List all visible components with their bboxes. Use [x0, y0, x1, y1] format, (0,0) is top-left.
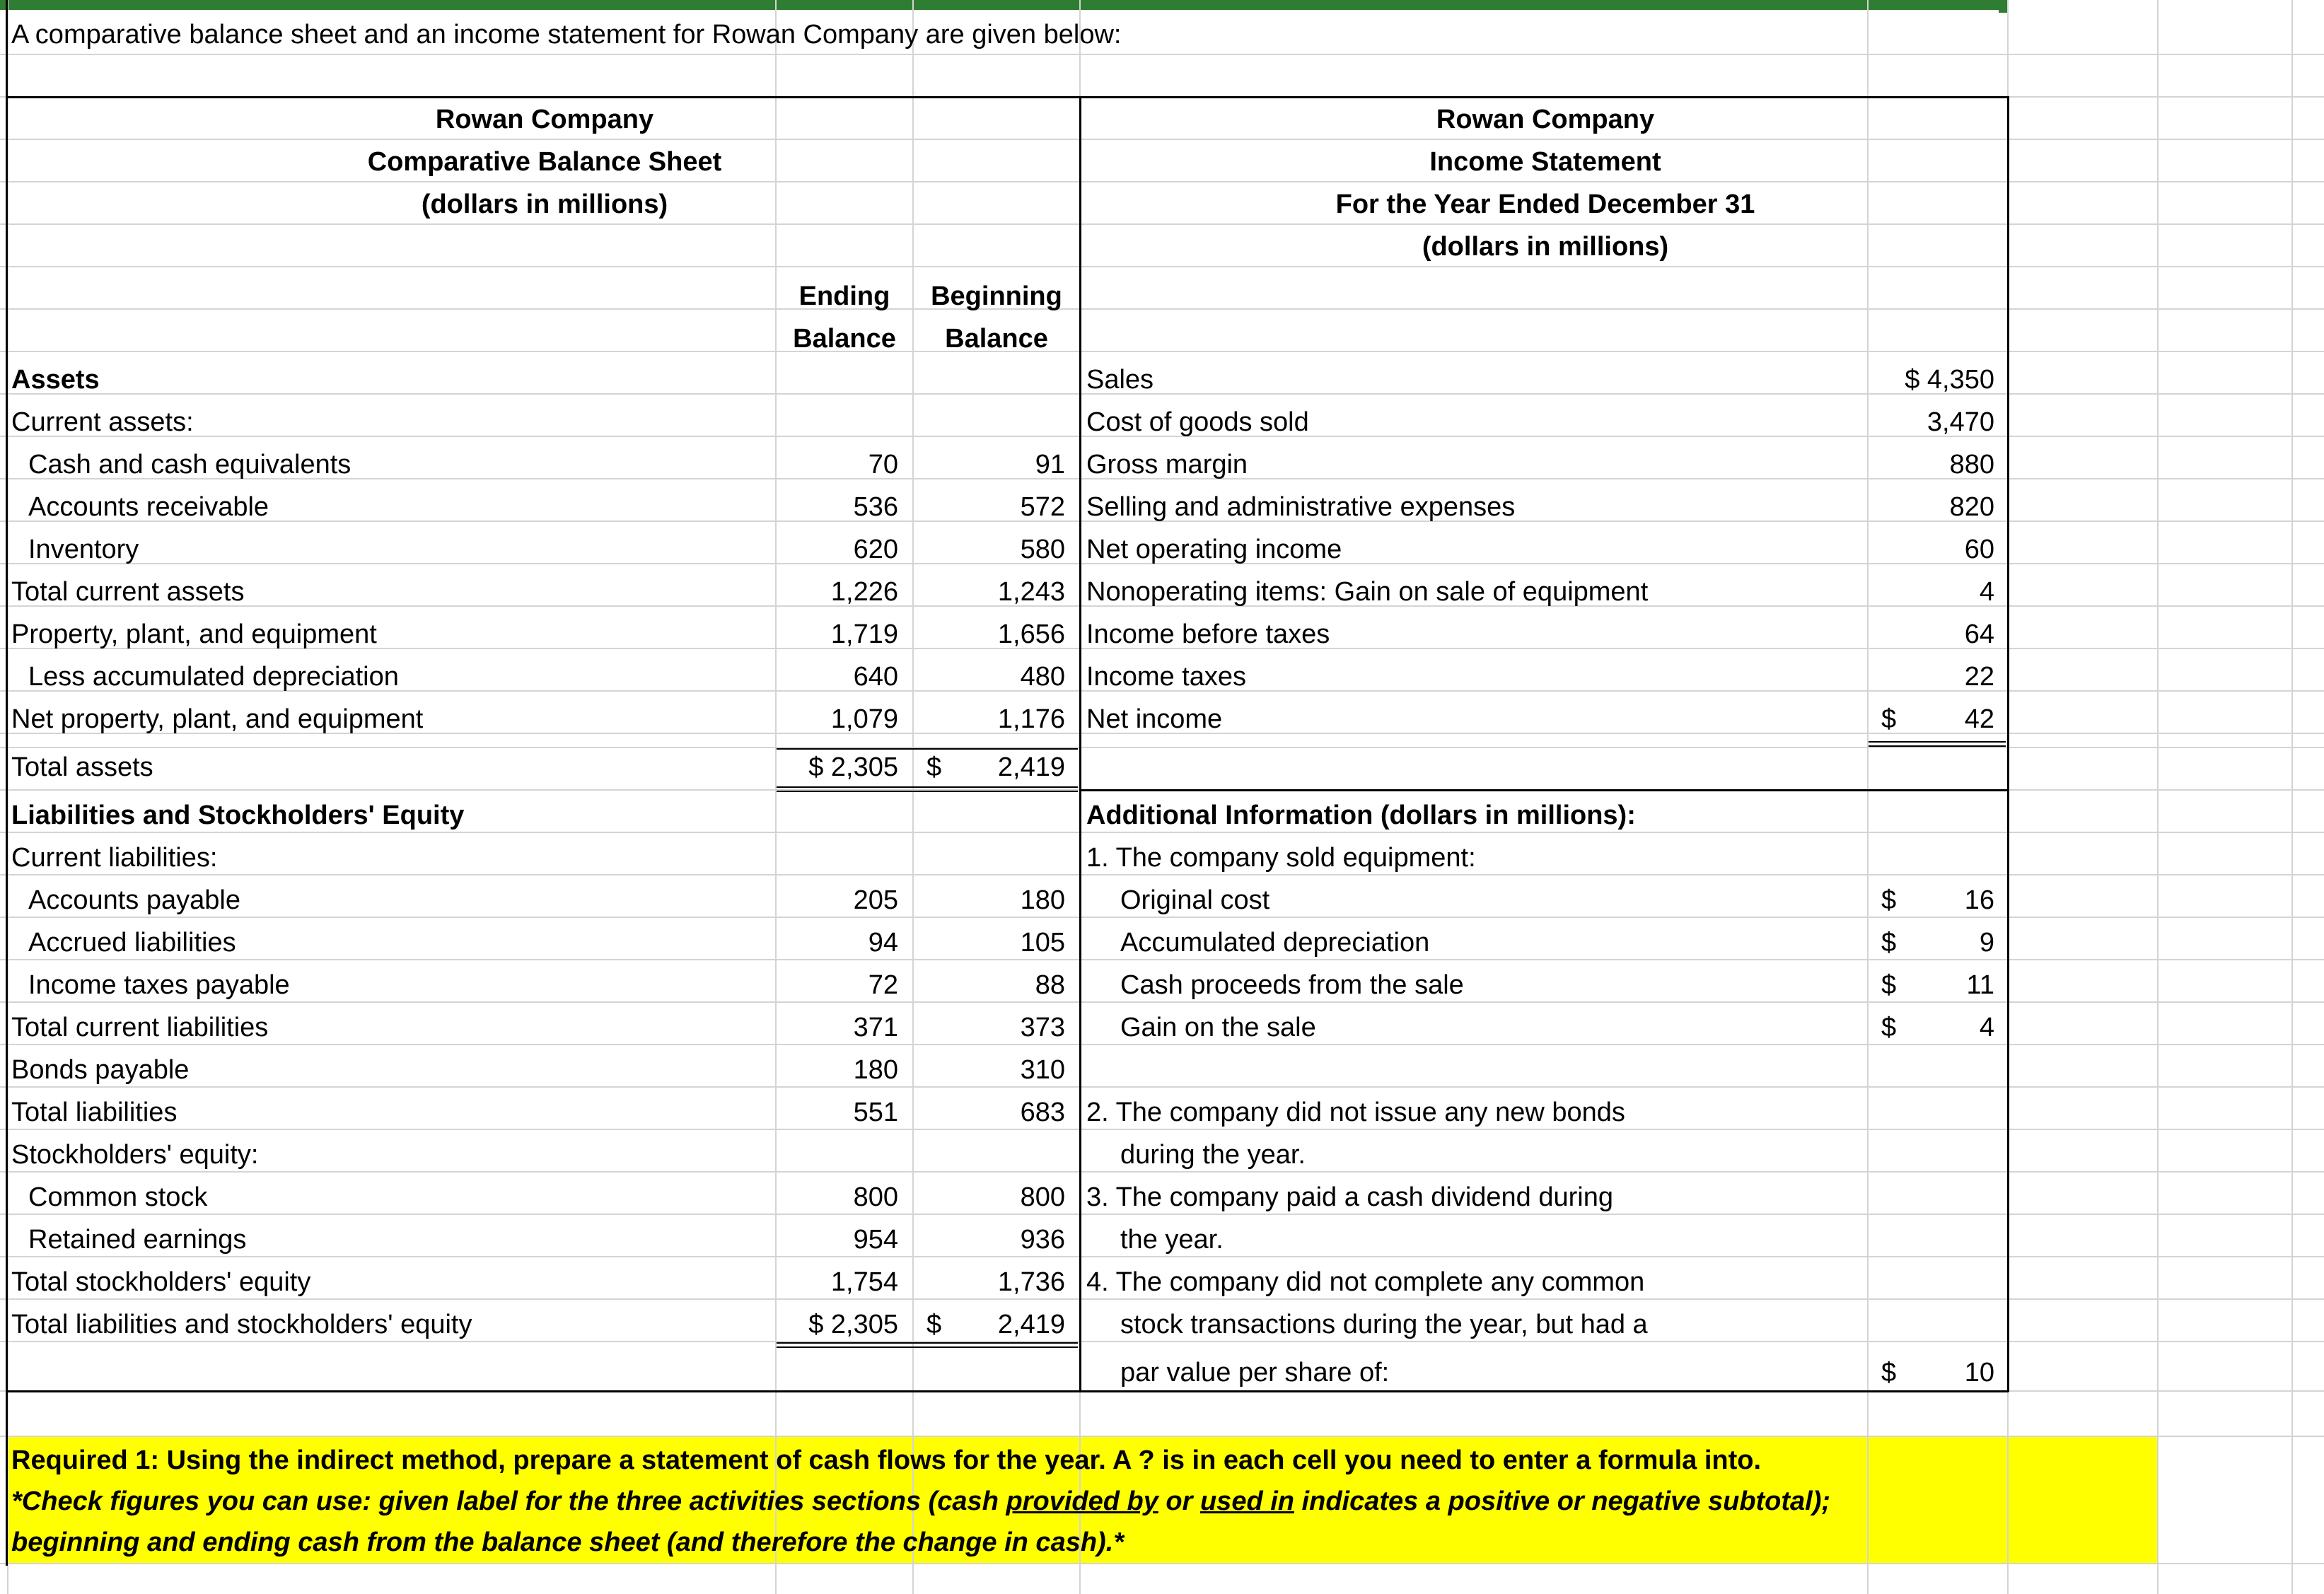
bs-beginning-value[interactable]: 1,736 [997, 1267, 1065, 1297]
bs-ending-value[interactable]: 205 [853, 885, 898, 915]
bs-ending-value[interactable] [778, 837, 898, 878]
is-row-label[interactable]: Gross margin [1086, 450, 1248, 479]
additional-heading: Additional Information (dollars in millions): [1086, 801, 1636, 830]
bs-beginning-value[interactable]: 373 [1020, 1013, 1065, 1042]
bs-beginning-value[interactable]: 310 [1020, 1055, 1065, 1085]
bs-beginning-value[interactable]: 480 [1020, 662, 1065, 692]
col-header-beginning: Beginning [931, 281, 1062, 311]
bs-beginning-value[interactable]: 2,419 [997, 1310, 1065, 1339]
bs-row-label[interactable]: Current liabilities: [11, 843, 218, 873]
col-header-beginning: Balance [945, 324, 1048, 354]
bs-ending-value[interactable]: $ 2,305 [808, 1310, 898, 1339]
gridline [0, 1086, 2324, 1088]
bs-beginning-value[interactable]: 683 [1020, 1098, 1065, 1127]
equipment-currency: $ [1881, 970, 1897, 1000]
equipment-row-label[interactable]: Gain on the sale [1120, 1013, 1316, 1042]
bs-row-label[interactable]: Cash and cash equivalents [28, 450, 351, 479]
bs-beginning-value[interactable]: 572 [1020, 492, 1065, 522]
bs-ending-value[interactable]: 1,079 [830, 704, 898, 734]
double-underline [1869, 745, 2006, 747]
additional-item-3-cont: the year. [1120, 1225, 1224, 1255]
is-row-label[interactable]: Selling and administrative expenses [1086, 492, 1516, 522]
is-row-label[interactable]: Net income [1086, 704, 1223, 734]
equipment-value[interactable]: 4 [1979, 1013, 1994, 1042]
gridline [0, 747, 2324, 748]
bs-row-label[interactable]: Assets [11, 365, 100, 395]
double-underline [777, 1346, 1078, 1348]
additional-item-3: 3. The company paid a cash dividend during [1086, 1182, 1614, 1212]
required-text: or [1158, 1487, 1200, 1516]
bs-beginning-value[interactable]: 180 [1020, 885, 1065, 915]
bs-ending-value[interactable]: 1,719 [830, 619, 898, 649]
bs-row-label[interactable]: Retained earnings [28, 1225, 247, 1255]
bs-ending-value[interactable]: 800 [853, 1182, 898, 1212]
col-header-ending: Ending [798, 281, 890, 311]
bs-beginning-value[interactable] [919, 1134, 1065, 1175]
bs-beginning-value[interactable]: 2,419 [997, 752, 1065, 782]
gridline [0, 351, 2324, 352]
is-row-label[interactable]: Net operating income [1086, 535, 1342, 564]
additional-item-4-cont: stock transactions during the year, but had a [1120, 1310, 1648, 1339]
equipment-value[interactable]: 9 [1979, 928, 1994, 958]
bs-ending-value[interactable]: 640 [853, 662, 898, 692]
cell-selection-border [0, 0, 2009, 10]
gridline [912, 0, 914, 1594]
bs-row-label[interactable]: Accrued liabilities [28, 928, 236, 958]
bs-ending-value[interactable]: 1,226 [830, 577, 898, 607]
bs-row-label[interactable]: Total liabilities and stockholders' equity [11, 1310, 472, 1339]
bs-beginning-value[interactable]: 1,656 [997, 619, 1065, 649]
bs-company-name: Rowan Company [435, 105, 654, 134]
is-company-name: Rowan Company [1436, 105, 1655, 134]
bs-row-label[interactable]: Bonds payable [11, 1055, 190, 1085]
bs-ending-value[interactable] [778, 402, 898, 443]
required-text-underlined: used in [1199, 1487, 1294, 1516]
is-period: For the Year Ended December 31 [1335, 190, 1755, 219]
bs-ending-value[interactable]: 94 [868, 928, 898, 958]
bs-row-label[interactable]: Current assets: [11, 407, 194, 437]
bs-row-label[interactable]: Accounts receivable [28, 492, 269, 522]
double-underline [1869, 741, 2006, 743]
bs-row-label[interactable]: Less accumulated depreciation [28, 662, 399, 692]
col-header-ending: Balance [793, 324, 896, 354]
table-divider [1079, 96, 1081, 1392]
gridline [0, 1563, 2324, 1564]
additional-item-4: 4. The company did not complete any common [1086, 1267, 1645, 1297]
bs-row-label[interactable]: Property, plant, and equipment [11, 619, 377, 649]
equipment-currency: $ [1881, 885, 1897, 915]
required-line-1: Required 1: Using the indirect method, prepare a statement of cash flows for the year. A ? is in each cell you need to enter a formula into. [11, 1445, 1762, 1475]
is-currency: $ [1881, 704, 1897, 734]
bs-beginning-value[interactable] [919, 837, 1065, 878]
is-row-value[interactable]: 64 [1964, 619, 1994, 649]
table-top-border [7, 96, 2009, 98]
bs-ending-value[interactable]: 954 [853, 1225, 898, 1255]
bs-ending-value[interactable]: 72 [868, 970, 898, 1000]
bs-ending-value[interactable]: 536 [853, 492, 898, 522]
bs-row-label[interactable]: Total current assets [11, 577, 245, 607]
bs-row-label[interactable]: Net property, plant, and equipment [11, 704, 424, 734]
equipment-row-label[interactable]: Cash proceeds from the sale [1120, 970, 1464, 1000]
gridline [0, 1436, 2324, 1437]
bs-row-label[interactable]: Total assets [11, 752, 153, 782]
equipment-currency: $ [1881, 1013, 1897, 1042]
is-row-value[interactable]: 22 [1964, 662, 1994, 692]
bs-beginning-value[interactable]: 1,176 [997, 704, 1065, 734]
is-row-value[interactable]: 4 [1979, 577, 1994, 607]
is-title: Income Statement [1429, 147, 1661, 177]
double-underline [777, 791, 1078, 792]
is-row-value[interactable]: $ 4,350 [1905, 365, 1994, 395]
equipment-value[interactable]: 16 [1964, 885, 1994, 915]
bs-beginning-value[interactable] [919, 359, 1065, 400]
is-row-label[interactable]: Cost of goods sold [1086, 407, 1309, 437]
bs-row-label[interactable]: Income taxes payable [28, 970, 290, 1000]
bs-ending-value[interactable]: 620 [853, 535, 898, 564]
bs-row-label[interactable]: Accounts payable [28, 885, 240, 915]
is-units: (dollars in millions) [1422, 232, 1669, 262]
required-line-3: beginning and ending cash from the balance sheet (and therefore the change in cash).* [11, 1528, 1125, 1557]
required-text: indicates a positive or negative subtotal); [1294, 1487, 1831, 1516]
bs-row-label[interactable]: Total current liabilities [11, 1013, 269, 1042]
equipment-row-label[interactable]: Original cost [1120, 885, 1270, 915]
bs-beginning-value[interactable]: 91 [1035, 450, 1065, 479]
equipment-value[interactable]: 11 [1966, 970, 1994, 1000]
additional-item-4-cont: par value per share of: [1120, 1358, 1390, 1388]
additional-item-2: 2. The company did not issue any new bonds [1086, 1098, 1625, 1127]
gridline [775, 0, 777, 1594]
is-row-label[interactable]: Income before taxes [1086, 619, 1330, 649]
bs-beginning-value[interactable]: 88 [1035, 970, 1065, 1000]
is-row-label[interactable]: Sales [1086, 365, 1154, 395]
bs-beginning-value[interactable]: 936 [1020, 1225, 1065, 1255]
bs-row-label[interactable]: Common stock [28, 1182, 208, 1212]
bs-units: (dollars in millions) [421, 190, 668, 219]
bs-ending-value[interactable] [778, 1134, 898, 1175]
is-row-value[interactable]: 3,470 [1927, 407, 1994, 437]
is-row-value[interactable]: 880 [1949, 450, 1994, 479]
is-row-value[interactable]: 42 [1964, 704, 1994, 734]
required-line-2 [11, 1481, 1830, 1522]
bs-beginning-value[interactable]: 800 [1020, 1182, 1065, 1212]
gridline [2157, 0, 2159, 1594]
additional-item-2-cont: during the year. [1120, 1140, 1306, 1170]
bs-beginning-currency: $ [926, 1310, 942, 1339]
is-row-label[interactable]: Nonoperating items: Gain on sale of equipment [1086, 577, 1649, 607]
bs-row-label[interactable]: Inventory [28, 535, 139, 564]
bs-ending-value[interactable]: 551 [853, 1098, 898, 1127]
bs-beginning-currency: $ [926, 752, 942, 782]
bs-ending-value[interactable]: 371 [853, 1013, 898, 1042]
intro-text: A comparative balance sheet and an income statement for Rowan Company are given below: [11, 20, 1122, 50]
par-value: 10 [1964, 1358, 1994, 1388]
required-text-underlined: provided by [1006, 1487, 1158, 1516]
bs-row-label[interactable]: Total liabilities [11, 1098, 178, 1127]
bs-beginning-value[interactable]: 580 [1020, 535, 1065, 564]
bs-ending-value[interactable] [778, 795, 898, 836]
bs-beginning-value[interactable]: 105 [1020, 928, 1065, 958]
bs-ending-value[interactable]: $ 2,305 [808, 752, 898, 782]
bs-title: Comparative Balance Sheet [367, 147, 722, 177]
table-bottom-border [7, 1390, 2009, 1392]
bs-ending-value[interactable]: 70 [868, 450, 898, 479]
is-row-value[interactable]: 60 [1964, 535, 1994, 564]
bs-beginning-value[interactable] [919, 402, 1065, 443]
bs-row-label[interactable]: Liabilities and Stockholders' Equity [11, 801, 465, 830]
equipment-currency: $ [1881, 928, 1897, 958]
required-text: *Check figures you can use: given label for the three activities sections (cash [11, 1487, 1006, 1516]
bs-ending-value[interactable] [778, 359, 898, 400]
income-bottom-border [1079, 789, 2007, 791]
bs-row-label[interactable]: Total stockholders' equity [11, 1267, 311, 1297]
left-border [6, 0, 8, 1566]
gridline [0, 308, 2324, 310]
additional-item-1: 1. The company sold equipment: [1086, 843, 1476, 873]
par-currency: $ [1881, 1358, 1897, 1388]
bs-ending-value[interactable]: 180 [853, 1055, 898, 1085]
bs-beginning-value[interactable] [919, 795, 1065, 836]
is-row-value[interactable]: 820 [1949, 492, 1994, 522]
bs-row-label[interactable]: Stockholders' equity: [11, 1140, 259, 1170]
table-right-border [2007, 96, 2009, 1392]
is-row-label[interactable]: Income taxes [1086, 662, 1246, 692]
equipment-row-label[interactable]: Accumulated depreciation [1120, 928, 1430, 958]
bs-beginning-value[interactable]: 1,243 [997, 577, 1065, 607]
gridline [2291, 0, 2293, 1594]
bs-ending-value[interactable]: 1,754 [830, 1267, 898, 1297]
